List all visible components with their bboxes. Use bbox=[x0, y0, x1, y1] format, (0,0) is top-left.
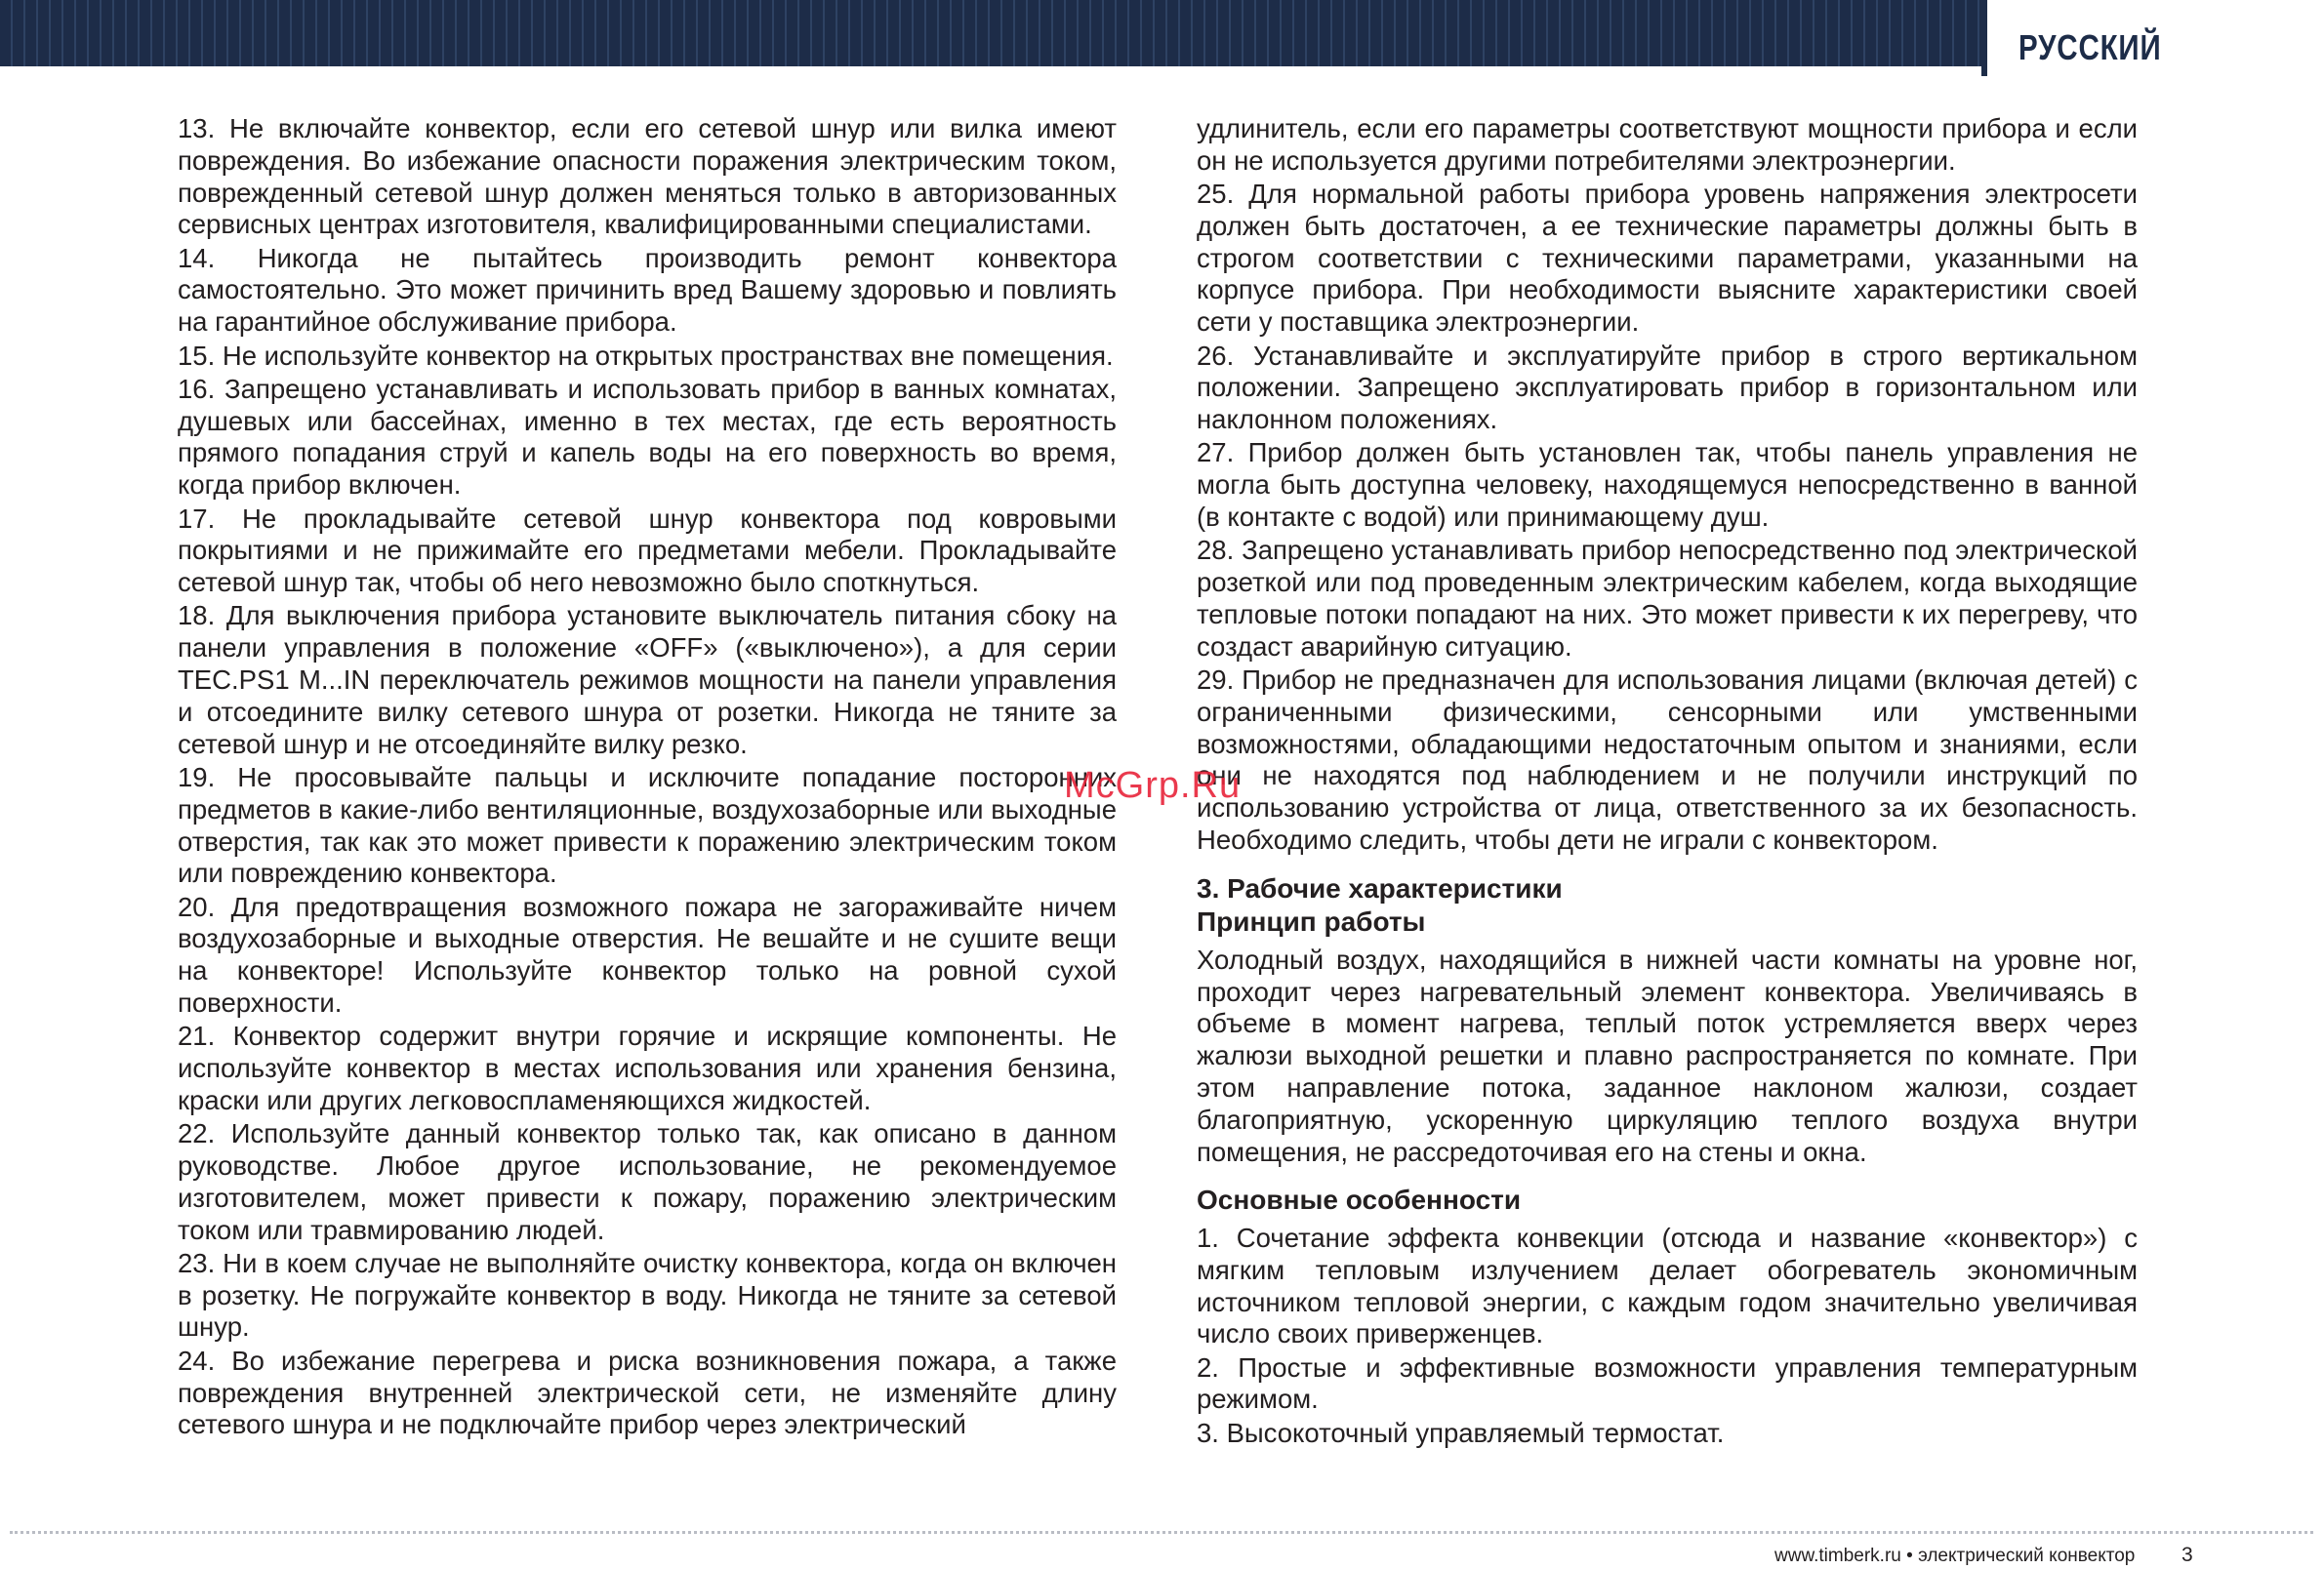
section-title: 3. Рабочие характеристики bbox=[1197, 872, 1563, 904]
paragraph-29: 29. Прибор не предназначен для использования лицами (включая детей) с ограниченными физическими, сенсорными или умственными возможностями, обладающими недостаточным опытом и знаниями, если они не находятся под наблюдением и не получили инструкций по использованию устройства от лица, ответственного за их безопасность. Необходимо следить, чтобы дети не играли с конвектором. bbox=[1197, 664, 2138, 856]
footer-divider bbox=[10, 1531, 2313, 1534]
language-tab bbox=[1981, 0, 2324, 76]
principle-text: Холодный воздух, находящийся в нижней части комнаты на уровне ног, проходит через нагревательный элемент конвектора. Увеличиваясь в объеме в момент нагрева, теплый поток устремляется вверх через жалюзи выходной решетки и плавно распространяется по комнате. При этом направление потока, заданное наклоном жалюзи, создает благоприятную, ускоренную циркуляцию теплого воздуха внутри помещения, не рассредоточивая его на стены и окна. bbox=[1197, 944, 2138, 1167]
paragraph-24: 24. Во избежание перегрева и риска возникновения пожара, а также повреждения внутренней электрической сети, не изменяйте длину сетевого шнура и не подключайте прибор через электрический bbox=[178, 1345, 1117, 1440]
paragraph-28: 28. Запрещено устанавливать прибор непосредственно под электрической розеткой или под проведенным электрическим кабелем, когда выходящие тепловые потоки попадают на них. Это может привести к их перегреву, что создаст аварийную ситуацию. bbox=[1197, 535, 2138, 662]
paragraph-15: 15. Не используйте конвектор на открытых пространствах вне помещения. bbox=[178, 340, 1114, 371]
page-number: 3 bbox=[2181, 1544, 2193, 1566]
subsection-title-features: Основные особенности bbox=[1197, 1184, 1522, 1215]
paragraph-18: 18. Для выключения прибора установите выключатель питания сбоку на панели управления в положение «OFF» («выключено»), а для серии TEC.PS1 M...IN переключатель режимов мощности на панели управления и отсоедините вилку сетевого шнура от розетки. Никогда не тяните за сетевой шнур и не отсоединяйте вилку резко. bbox=[178, 600, 1117, 759]
left-text-column bbox=[178, 113, 1117, 1443]
footer-text: www.timberk.ru • электрический конвектор bbox=[1774, 1546, 2136, 1566]
paragraph-16: 16. Запрещено устанавливать и использовать прибор в ванных комнатах, душевых или бассейнах, именно в тех местах, где есть вероятность прямого попадания струй и капель воды на его поверхность во время, когда прибор включен. bbox=[178, 373, 1117, 501]
header-stripe-bar bbox=[0, 0, 2324, 66]
paragraph-14: 14. Никогда не пытайтесь производить ремонт конвектора самостоятельно. Это может причинить вред Вашему здоровью и повлиять на гарантийное обслуживание прибора. bbox=[178, 242, 1117, 338]
paragraph-19: 19. Не просовывайте пальцы и исключите попадание посторонних предметов в какие-либо вентиляционные, воздухозаборные или выходные отверстия, так как это может привести к поражению электрическим током или повреждению конвектора. bbox=[178, 761, 1117, 889]
paragraph-25: 25. Для нормальной работы прибора уровень напряжения электросети должен быть достаточен, а ее технические параметры должны быть в строгом соответствии с техническими параметрами, указанными на корпусе прибора. При необходимости выясните характеристики своей сети у поставщика электроэнергии. bbox=[1197, 179, 2138, 338]
paragraph-24-continued: удлинитель, если его параметры соответствуют мощности прибора и если он не используется другими потребителями электроэнергии. bbox=[1197, 113, 2138, 176]
right-text-column bbox=[1197, 113, 2138, 1451]
feature-item-2: 2. Простые и эффективные возможности управления температурным режимом. bbox=[1197, 1351, 2138, 1415]
subsection-title-principle: Принцип работы bbox=[1197, 906, 1426, 937]
paragraph-17: 17. Не прокладывайте сетевой шнур конвектора под ковровыми покрытиями и не прижимайте его предметами мебели. Прокладывайте сетевой шнур так, чтобы об него невозможно было споткнуться. bbox=[178, 503, 1117, 598]
language-label: РУССКИЙ bbox=[2018, 27, 2162, 67]
paragraph-21: 21. Конвектор содержит внутри горячие и искрящие компоненты. Не используйте конвектор в местах использования или хранения бензина, краски или других легковоспламеняющихся жидкостей. bbox=[178, 1021, 1117, 1115]
paragraph-13: 13. Не включайте конвектор, если его сетевой шнур или вилка имеют повреждения. Во избежание опасности поражения электрическим током, поврежденный сетевой шнур должен меняться только в авторизованных сервисных центрах изготовителя, квалифицированными специалистами. bbox=[178, 113, 1117, 240]
paragraph-20: 20. Для предотвращения возможного пожара не загораживайте ничем воздухозаборные и выходные отверстия. Не вешайте и не сушите вещи на конвекторе! Используйте конвектор только на ровной сухой поверхности. bbox=[178, 891, 1117, 1019]
watermark: McGrp.Ru bbox=[1064, 765, 1242, 806]
paragraph-26: 26. Устанавливайте и эксплуатируйте прибор в строго вертикальном положении. Запрещено эксплуатировать прибор в горизонтальном или наклонном положениях. bbox=[1197, 340, 2138, 435]
feature-item-1: 1. Сочетание эффекта конвекции (отсюда и название «конвектор») с мягким тепловым излучением делает обогреватель экономичным источником тепловой энергии, с каждым годом значительно увеличивая число своих приверженцев. bbox=[1197, 1222, 2138, 1349]
paragraph-27: 27. Прибор должен быть установлен так, чтобы панель управления не могла быть доступна человеку, находящемуся непосредственно в ванной (в контакте с водой) или принимающему душ. bbox=[1197, 437, 2138, 533]
feature-item-3: 3. Высокоточный управляемый термостат. bbox=[1197, 1417, 1725, 1448]
paragraph-22: 22. Используйте данный конвектор только так, как описано в данном руководстве. Любое другое использование, не рекомендуемое изготовителем, может привести к пожару, поражению электрическим током или травмированию людей. bbox=[178, 1118, 1117, 1245]
paragraph-23: 23. Ни в коем случае не выполняйте очистку конвектора, когда он включен в розетку. Не погружайте конвектор в воду. Никогда не тяните за сетевой шнур. bbox=[178, 1247, 1117, 1343]
